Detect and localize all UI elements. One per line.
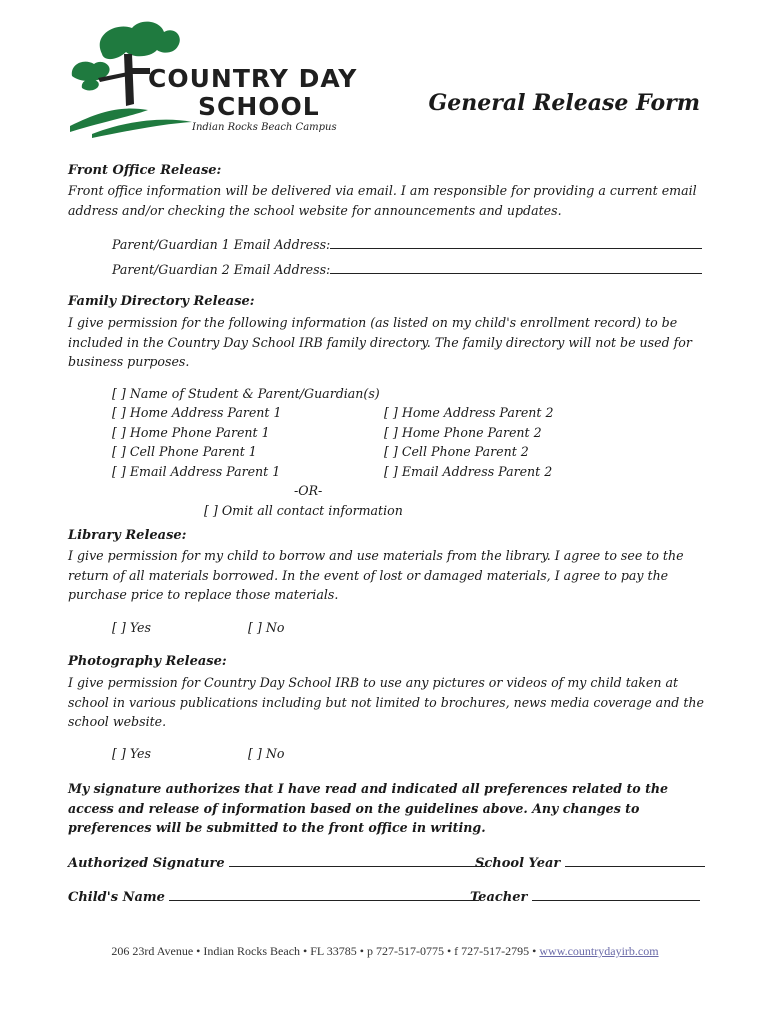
logo-line-2: SCHOOL <box>198 92 320 121</box>
opt-home-phone-2[interactable]: [ ] Home Phone Parent 2 <box>384 425 542 440</box>
photo-body: I give permission for Country Day School IRB to use any pictures or videos of my child taken at school in various publications including but not limited to brochures, news media coverage and the school website. <box>68 675 704 729</box>
opt-email-1[interactable]: [ ] Email Address Parent 1 <box>112 464 281 479</box>
photo-yes[interactable]: [ ] Yes <box>112 746 151 761</box>
email2-row <box>112 260 702 277</box>
front-office-heading: Front Office Release: <box>68 163 222 178</box>
school-year-field[interactable] <box>565 853 705 867</box>
email1-row <box>112 235 702 252</box>
front-office-body: Front office information will be delivered via email. I am responsible for providing a current email address and/or checking the school website for announcements and updates. <box>68 183 697 218</box>
opt-home-phone-1[interactable]: [ ] Home Phone Parent 1 <box>112 425 270 440</box>
logo-line-1: COUNTRY DAY <box>148 64 358 93</box>
footer-address: 206 23rd Avenue • Indian Rocks Beach • FL 33785 • p 727-517-0775 • f 727-517-2795 • <box>111 944 540 958</box>
library-yes[interactable]: [ ] Yes <box>112 620 151 635</box>
school-year-label: School Year <box>475 856 561 871</box>
or-separator: -OR- <box>294 483 323 498</box>
auth-signature-field[interactable] <box>229 853 485 867</box>
directory-body: I give permission for the following information (as listed on my child's enrollment record) to be included in the Country Day School IRB family directory. The family directory will not be used for business purposes. <box>68 315 692 369</box>
form-title: General Release Form <box>428 90 700 116</box>
library-no[interactable]: [ ] No <box>248 620 285 635</box>
email2-label: Parent/Guardian 2 Email Address: <box>112 262 331 277</box>
child-name-row <box>68 887 479 905</box>
footer <box>0 944 770 959</box>
photo-no[interactable]: [ ] No <box>248 746 285 761</box>
auth-signature-row <box>68 853 485 871</box>
opt-home-address-1[interactable]: [ ] Home Address Parent 1 <box>112 405 282 420</box>
email1-label: Parent/Guardian 1 Email Address: <box>112 237 331 252</box>
logo-campus: Indian Rocks Beach Campus <box>192 122 337 133</box>
library-body: I give permission for my child to borrow and use materials from the library. I agree to see to the return of all materials borrowed. In the event of lost or damaged materials, I agree to pay the purchase price to replace those materials. <box>68 548 684 602</box>
authorization-statement: My signature authorizes that I have read and indicated all preferences related to the access and release of information based on the guidelines above. Any changes to preferences will be submitted to the front office in writing. <box>68 781 669 835</box>
child-name-label: Child's Name <box>68 890 165 905</box>
email2-field[interactable] <box>330 260 702 274</box>
teacher-label: Teacher <box>470 890 528 905</box>
opt-omit-all[interactable]: [ ] Omit all contact information <box>204 503 403 518</box>
opt-cell-phone-2[interactable]: [ ] Cell Phone Parent 2 <box>384 444 529 459</box>
directory-heading: Family Directory Release: <box>68 294 255 309</box>
opt-home-address-2[interactable]: [ ] Home Address Parent 2 <box>384 405 554 420</box>
teacher-field[interactable] <box>532 887 700 901</box>
opt-email-2[interactable]: [ ] Email Address Parent 2 <box>384 464 553 479</box>
library-heading: Library Release: <box>68 528 187 543</box>
footer-website-link[interactable]: www.countrydayirb.com <box>539 944 659 958</box>
email1-field[interactable] <box>330 235 702 249</box>
child-name-field[interactable] <box>169 887 479 901</box>
auth-signature-label: Authorized Signature <box>68 856 225 871</box>
photo-heading: Photography Release: <box>68 654 227 669</box>
opt-student[interactable]: [ ] Name of Student & Parent/Guardian(s) <box>112 386 380 401</box>
school-year-row <box>475 853 705 871</box>
teacher-row <box>470 887 700 905</box>
opt-cell-phone-1[interactable]: [ ] Cell Phone Parent 1 <box>112 444 257 459</box>
